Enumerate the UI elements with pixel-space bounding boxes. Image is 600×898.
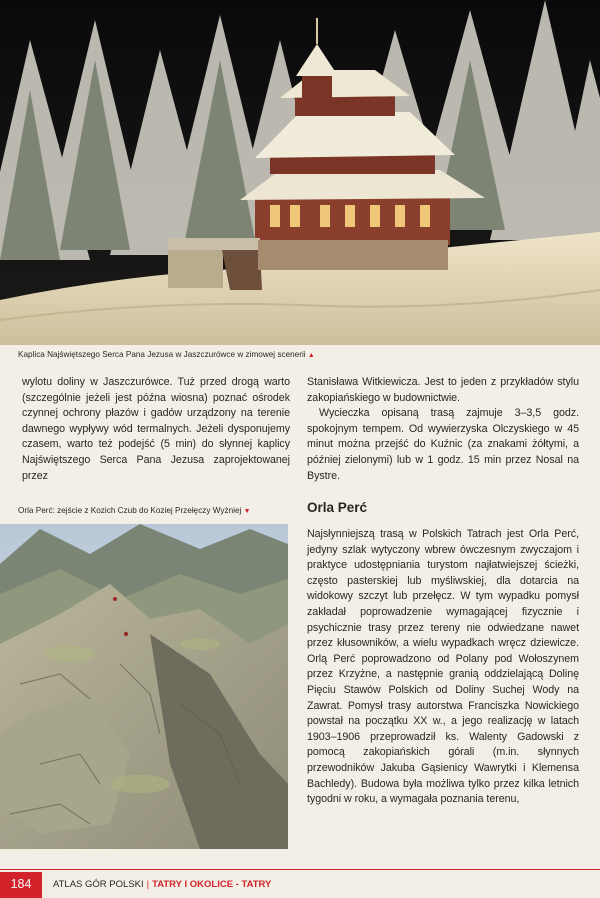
left-text-column bbox=[22, 375, 290, 484]
right-paragraph-2: Wycieczka opisaną trasą zajmuje 3–3,5 godz. spokojnym tempem. Od wywierzyska Olczyskiego w 45 minut można przejść do Kuźnic (za znakami żółtymi, a później zielonymi) lub w 1 godz. 15 min przez Nosal na Bystre. bbox=[307, 407, 579, 482]
footer-rule bbox=[0, 869, 600, 870]
orla-perc-photo bbox=[0, 524, 288, 849]
running-footer bbox=[53, 879, 271, 890]
top-photo-caption: Kaplica Najświętszego Serca Pana Jezusa w Jaszczurówce w zimowej scenerii ▲ bbox=[18, 350, 315, 359]
middle-photo-caption: Orla Perć: zejście z Kozich Czub do Koziej Przełęczy Wyżniej ▼ bbox=[18, 506, 251, 515]
right-paragraph-1: Stanisława Witkiewicza. Jest to jeden z przykładów stylu zakopiańskiego w budownictwie. bbox=[307, 376, 579, 404]
left-paragraph: wylotu doliny w Jaszczurówce. Tuż przed drogą warto (szczególnie jeżeli jest późna wiosna) poznać ośrodek czynnej ochrony płazów i gadów urządzony na terenie dawnego wypływy wód termalnych. Jeżeli dysponujemy czasem, warto też podejść (5 min) do słynnej kaplicy Najświętszego Serca Pana Jezusa zaprojektowanej przez bbox=[22, 376, 290, 482]
page-number: 184 bbox=[0, 872, 42, 898]
section-title: TATRY I OKOLICE - TATRY bbox=[152, 879, 272, 890]
book-title: ATLAS GÓR POLSKI bbox=[53, 879, 144, 890]
right-text-column-bottom bbox=[307, 527, 579, 808]
footer-separator: | bbox=[146, 879, 150, 890]
right-text-column-top bbox=[307, 375, 579, 484]
triangle-up-icon: ▲ bbox=[307, 352, 315, 359]
right-paragraph-3: Najsłynniejszą trasą w Polskich Tatrach jest Orla Perć, jedyny szlak wytyczony wbrew ówczesnym zwyczajom i praktyce udostępniania turystom najłatwiejszej ścieżki, często pasterskiej lub myśliwskiej, dla dotarcia na widokowy szczyt lub przełęcz. W tym wypadku pomysł zakładał poprowadzenie wymagającej fizycznie i psychicznie trasy przez tereny nie odwiedzane nawet przez kłusowników, a wielu wypadkach wręcz dziewicze. Orlą Perć poprowadzono od Polany pod Wołoszynem przez Krzyżne, a następnie granią oddzielającą Dolinę Pięciu Stawów Polskich od Doliny Suchej Wody na Zawrat. Pomysł trasy autorstwa Franciszka Nowickiego powstał na początku XX w., a jego realizację w latach 1903–1906 przeprowadził ks. Walenty Gadowski z pomocą zakopiańskich górali (m.in. słynnych przewodników Jakuba Gąsienicy Wawrytki i Klemensa Bachledy). Budowa była możliwa tylko przez kilka letnich tygodni w roku, a wymagała poznania terenu, bbox=[307, 528, 579, 806]
chapel-winter-photo bbox=[0, 0, 600, 345]
triangle-down-icon: ▼ bbox=[243, 508, 251, 515]
section-heading: Orla Perć bbox=[307, 500, 368, 515]
